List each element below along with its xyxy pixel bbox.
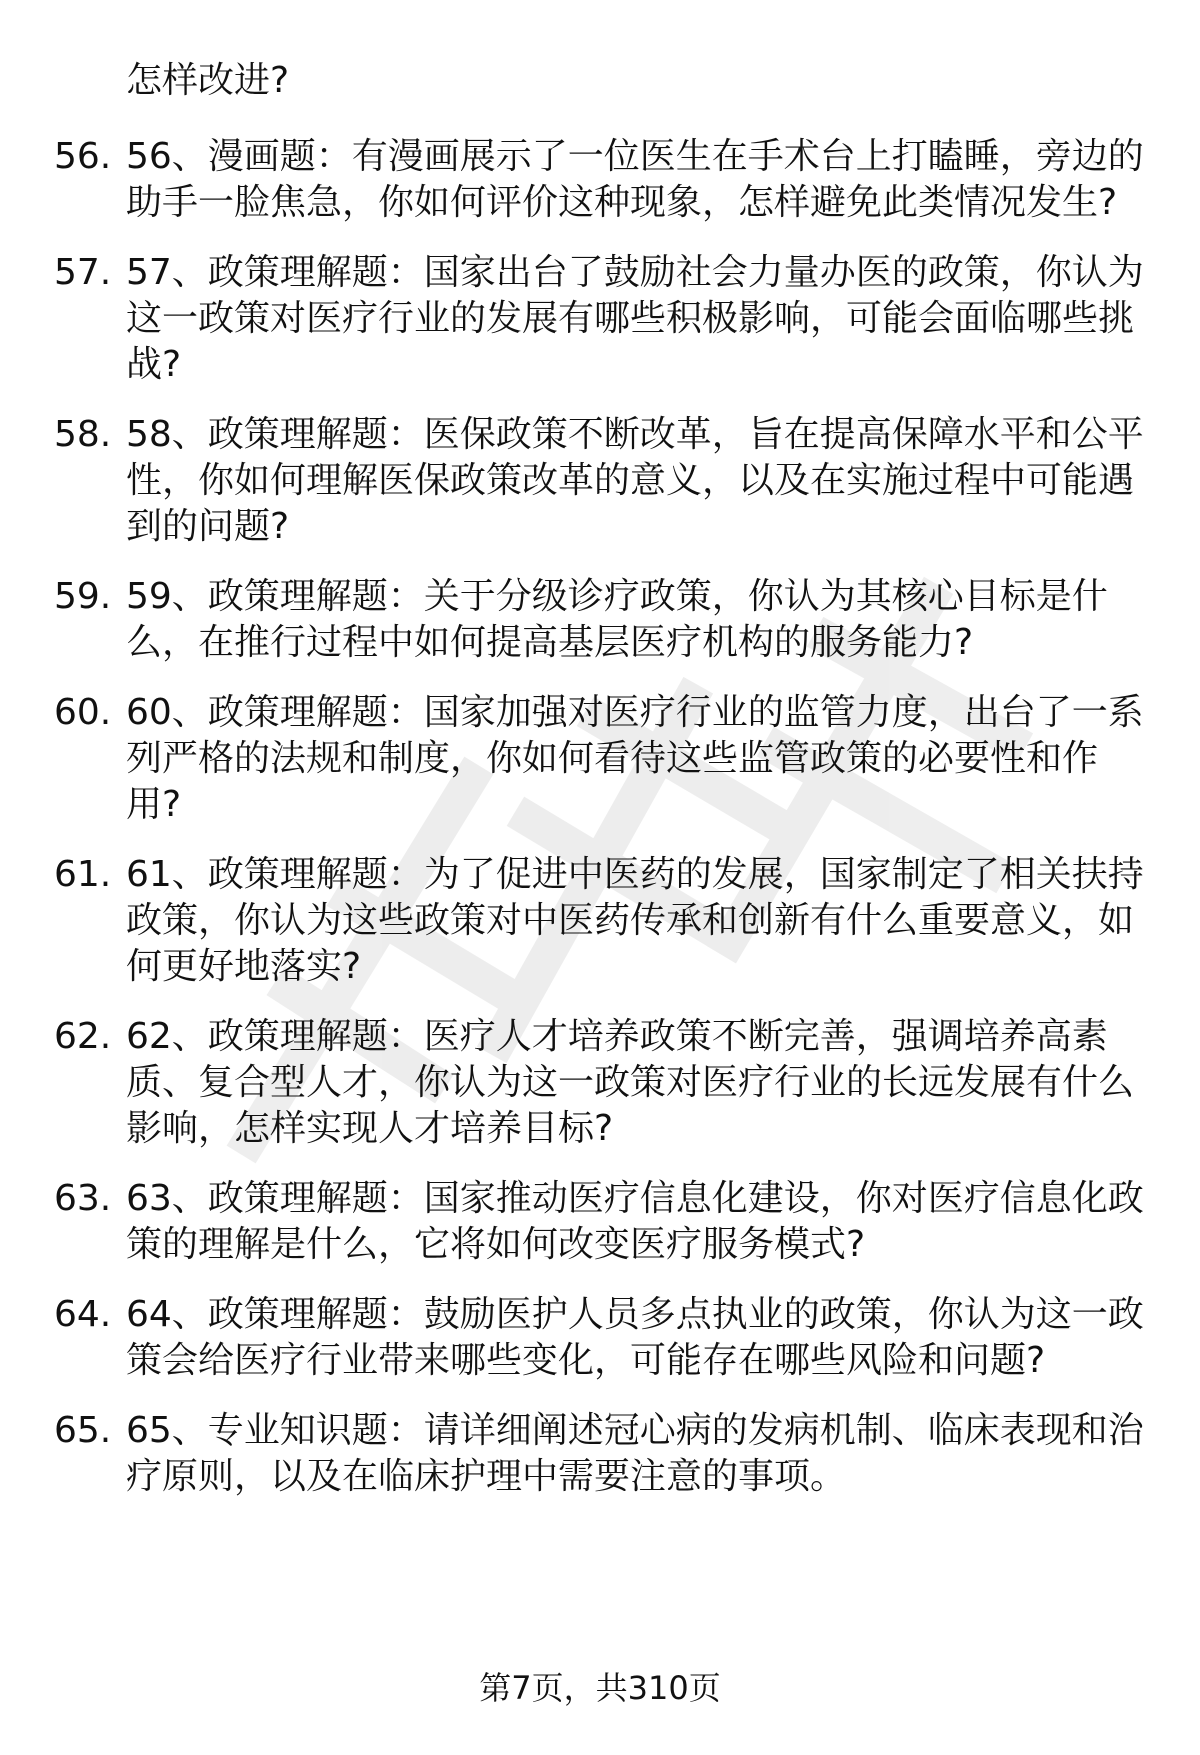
item-number: 58. [54,414,112,455]
item-text: 56、漫画题：有漫画展示了一位医生在手术台上打瞌睡，旁边的助手一脸焦急，你如何评价这种现象，怎样避免此类情况发生? [126,136,1144,223]
item-number: 56. [54,136,112,177]
item-number: 60. [54,692,112,733]
page-footer: 第7页，共310页 [479,1669,721,1707]
item-text: 63、政策理解题：国家推动医疗信息化建设，你对医疗信息化政策的理解是什么，它将如何改变医疗服务模式? [126,1178,1144,1265]
item-number: 61. [54,854,112,895]
item-text: 58、政策理解题：医保政策不断改革，旨在提高保障水平和公平性，你如何理解医保政策改革的意义，以及在实施过程中可能遇到的问题? [126,414,1144,547]
item-number: 57. [54,252,112,293]
item-text: 61、政策理解题：为了促进中医药的发展，国家制定了相关扶持政策，你认为这些政策对中医药传承和创新有什么重要意义，如何更好地落实? [126,854,1144,987]
item-number: 63. [54,1178,112,1219]
item-text: 59、政策理解题：关于分级诊疗政策，你认为其核心目标是什么，在推行过程中如何提高基层医疗机构的服务能力? [126,576,1108,663]
continuation-text: 怎样改进? [126,60,290,101]
item-text: 60、政策理解题：国家加强对医疗行业的监管力度，出台了一系列严格的法规和制度，你如何看待这些监管政策的必要性和作用? [126,692,1144,825]
item-number: 64. [54,1294,112,1335]
item-text: 57、政策理解题：国家出台了鼓励社会力量办医的政策，你认为这一政策对医疗行业的发展有哪些积极影响，可能会面临哪些挑战? [126,252,1144,385]
item-text: 64、政策理解题：鼓励医护人员多点执业的政策，你认为这一政策会给医疗行业带来哪些变化，可能存在哪些风险和问题? [126,1294,1144,1381]
item-number: 59. [54,576,112,617]
item-text: 62、政策理解题：医疗人才培养政策不断完善，强调培养高素质、复合型人才，你认为这一政策对医疗行业的长远发展有什么影响，怎样实现人才培养目标? [126,1016,1135,1149]
item-number: 65. [54,1410,112,1451]
item-number: 62. [54,1016,112,1057]
item-text: 65、专业知识题：请详细阐述冠心病的发病机制、临床表现和治疗原则，以及在临床护理中需要注意的事项。 [126,1410,1144,1497]
